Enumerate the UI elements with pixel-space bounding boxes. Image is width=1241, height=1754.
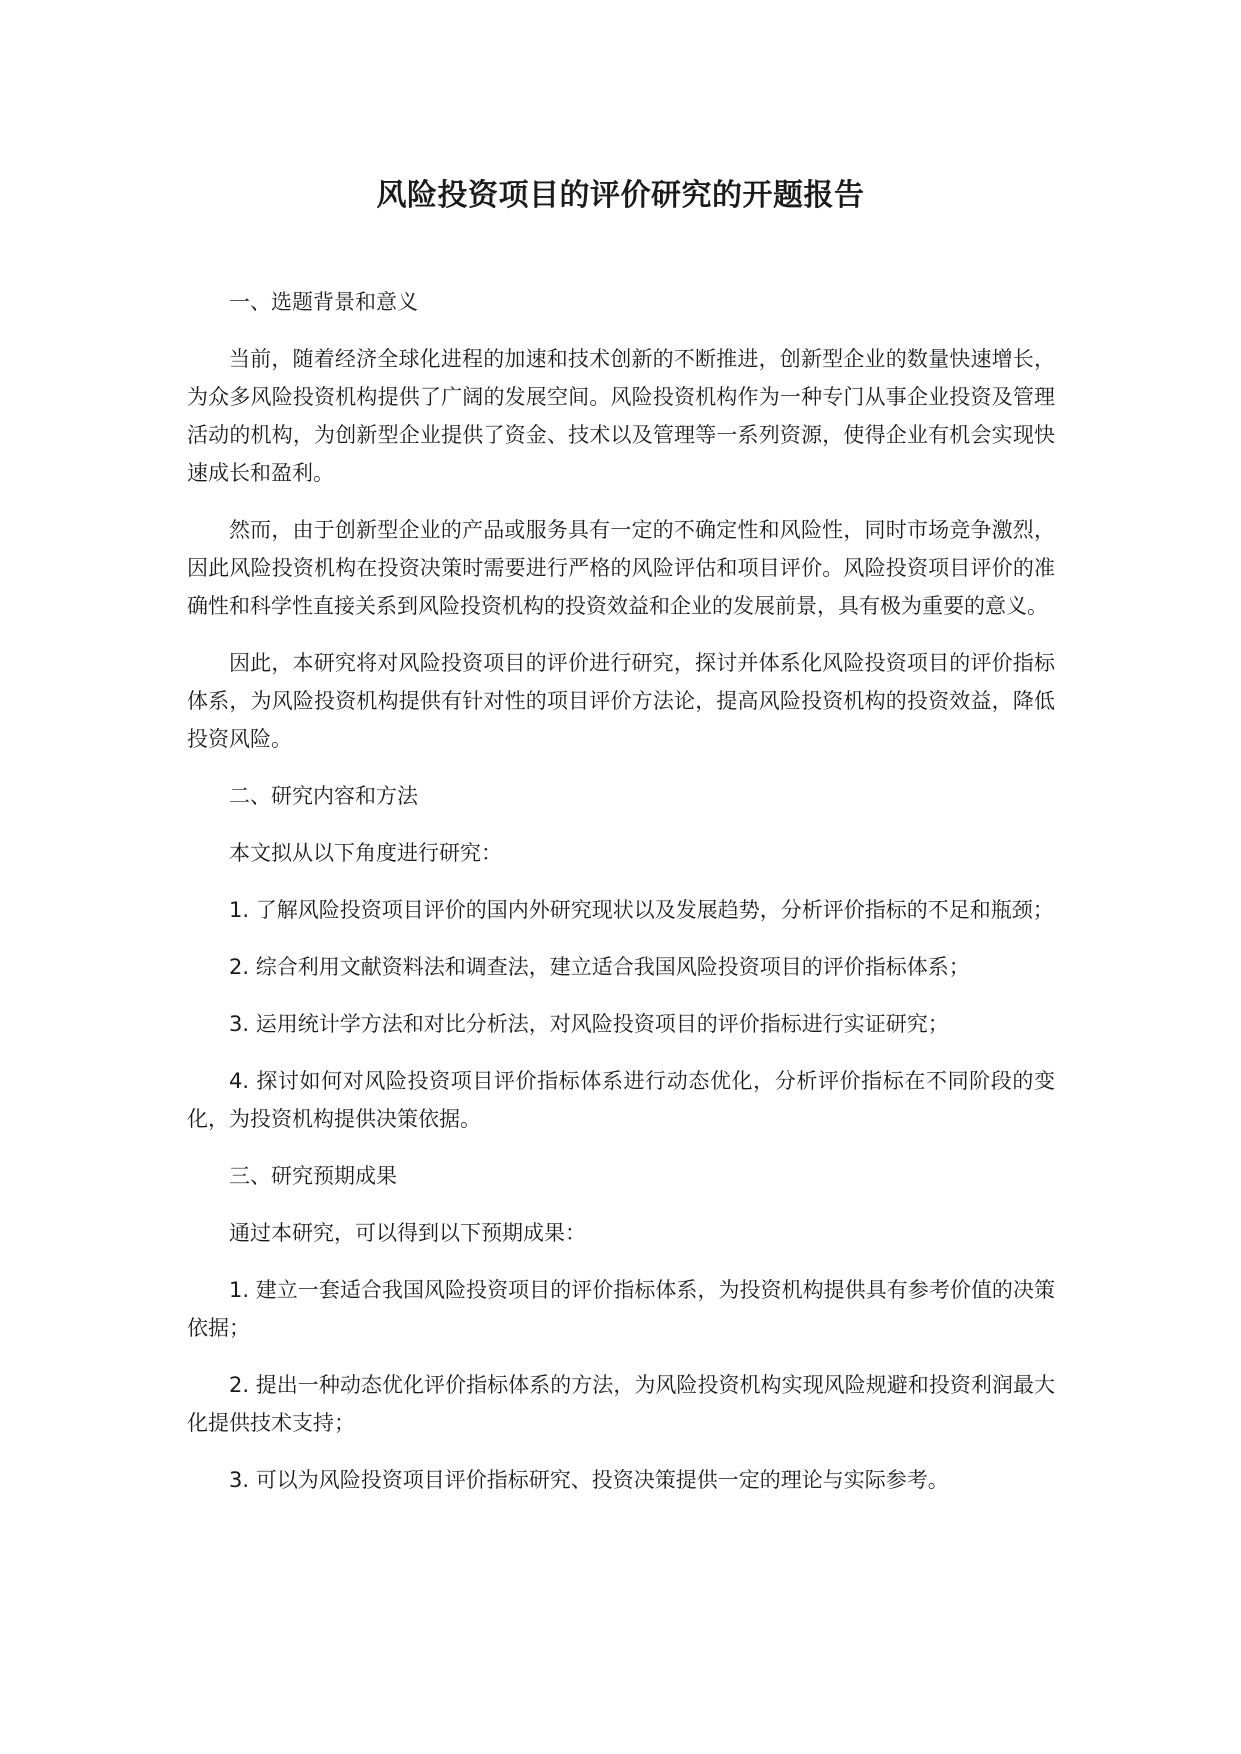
list-item: 2. 综合利用文献资料法和调查法，建立适合我国风险投资项目的评价指标体系； (229, 955, 970, 979)
list-item: 1. 建立一套适合我国风险投资项目的评价指标体系，为投资机构提供具有参考价值的决策依据； (187, 1278, 1055, 1340)
paragraph: 通过本研究，可以得到以下预期成果： (229, 1221, 586, 1245)
list-item: 1. 了解风险投资项目评价的国内外研究现状以及发展趋势，分析评价指标的不足和瓶颈； (229, 898, 1054, 922)
section-heading-expected-results: 三、研究预期成果 (229, 1164, 397, 1188)
list-item: 2. 提出一种动态优化评价指标体系的方法，为风险投资机构实现风险规避和投资利润最大化提供技术支持； (187, 1373, 1055, 1435)
paragraph: 当前，随着经济全球化进程的加速和技术创新的不断推进，创新型企业的数量快速增长，为众多风险投资机构提供了广阔的发展空间。风险投资机构作为一种专门从事企业投资及管理活动的机构，为创新型企业提供了资金、技术以及管理等一系列资源，使得企业有机会实现快速成长和盈利。 (187, 347, 1055, 485)
document-title: 风险投资项目的评价研究的开题报告 (376, 178, 865, 213)
paragraph: 本文拟从以下角度进行研究： (229, 841, 502, 865)
paragraph: 因此，本研究将对风险投资项目的评价进行研究，探讨并体系化风险投资项目的评价指标体系，为风险投资机构提供有针对性的项目评价方法论，提高风险投资机构的投资效益，降低投资风险。 (187, 651, 1055, 751)
list-item: 3. 可以为风险投资项目评价指标研究、投资决策提供一定的理论与实际参考。 (229, 1468, 949, 1492)
paragraph: 然而，由于创新型企业的产品或服务具有一定的不确定性和风险性，同时市场竞争激烈，因此风险投资机构在投资决策时需要进行严格的风险评估和项目评价。风险投资项目评价的准确性和科学性直接关系到风险投资机构的投资效益和企业的发展前景，具有极为重要的意义。 (187, 518, 1055, 618)
section-heading-content-methods: 二、研究内容和方法 (229, 784, 418, 808)
section-heading-background: 一、选题背景和意义 (229, 290, 418, 314)
document-body (187, 283, 1055, 1518)
list-item: 3. 运用统计学方法和对比分析法，对风险投资项目的评价指标进行实证研究； (229, 1012, 949, 1036)
list-item: 4. 探讨如何对风险投资项目评价指标体系进行动态优化，分析评价指标在不同阶段的变化，为投资机构提供决策依据。 (187, 1069, 1055, 1131)
